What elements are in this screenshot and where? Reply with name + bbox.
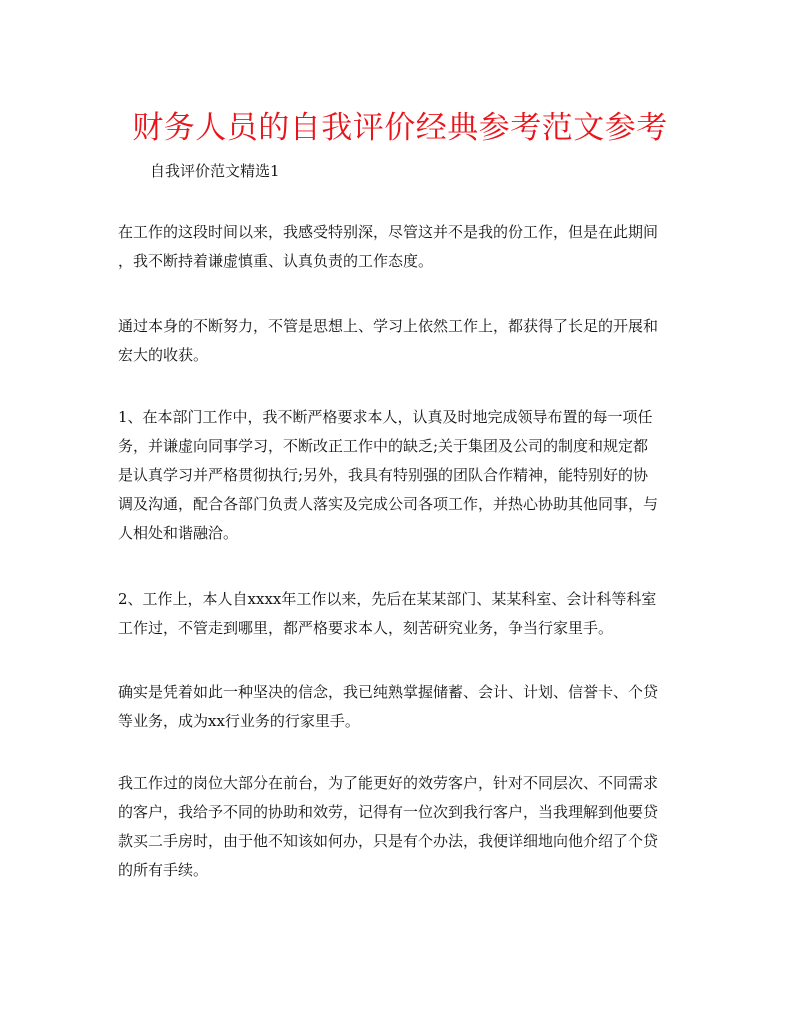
document-title: 财务人员的自我评价经典参考范文参考	[132, 110, 668, 146]
paragraph-5	[118, 678, 684, 736]
paragraph-line: 工作过，不管走到哪里，都严格要求本人，刻苦研究业务，争当行家里手。	[118, 619, 614, 637]
paragraph-line: 务，并谦虚向同事学习，不断改正工作中的缺乏;关于集团及公司的制度和规定都	[118, 437, 649, 455]
paragraph-line: 通过本身的不断努力，不管是思想上、学习上依然工作上，都获得了长足的开展和	[118, 317, 659, 335]
paragraph-line: 调及沟通，配合各部门负责人落实及完成公司各项工作，并热心协助其他同事，与	[118, 495, 659, 513]
paragraph-line: 款买二手房时，由于他不知该如何办，只是有个办法，我便详细地向他介绍了个贷	[118, 832, 659, 850]
paragraph-line: 是认真学习并严格贯彻执行;另外，我具有特别强的团队合作精神，能特别好的协	[118, 466, 649, 484]
paragraph-2	[118, 312, 684, 370]
paragraph-line: 人相处和谐融洽。	[118, 524, 239, 542]
paragraph-line: ，我不断持着谦虚慎重、认真负责的工作态度。	[118, 252, 434, 270]
paragraph-line: 宏大的收获。	[118, 346, 209, 364]
paragraph-3	[118, 403, 684, 548]
paragraph-line: 的所有手续。	[118, 861, 209, 879]
paragraph-line: 在工作的这段时间以来，我感受特别深，尽管这并不是我的份工作，但是在此期间	[118, 223, 659, 241]
paragraph-line: 我工作过的岗位大部分在前台，为了能更好的效劳客户，针对不同层次、不同需求	[118, 774, 659, 792]
paragraph-6	[118, 769, 684, 885]
paragraph-line: 1、在本部门工作中，我不断严格要求本人，认真及时地完成领导布置的每一项任	[118, 408, 653, 426]
paragraph-line: 等业务，成为xx行业务的行家里手。	[118, 712, 360, 730]
paragraph-4	[118, 585, 684, 643]
paragraph-1	[118, 218, 684, 276]
section-subtitle: 自我评价范文精选1	[150, 162, 280, 180]
paragraph-line: 2、工作上，本人自xxxx年工作以来，先后在某某部门、某某科室、会计科等科室	[118, 590, 657, 608]
paragraph-line: 的客户，我给予不同的协助和效劳，记得有一位次到我行客户，当我理解到他要贷	[118, 803, 659, 821]
paragraph-line: 确实是凭着如此一种坚决的信念，我已纯熟掌握储蓄、会计、计划、信誉卡、个贷	[118, 683, 659, 701]
